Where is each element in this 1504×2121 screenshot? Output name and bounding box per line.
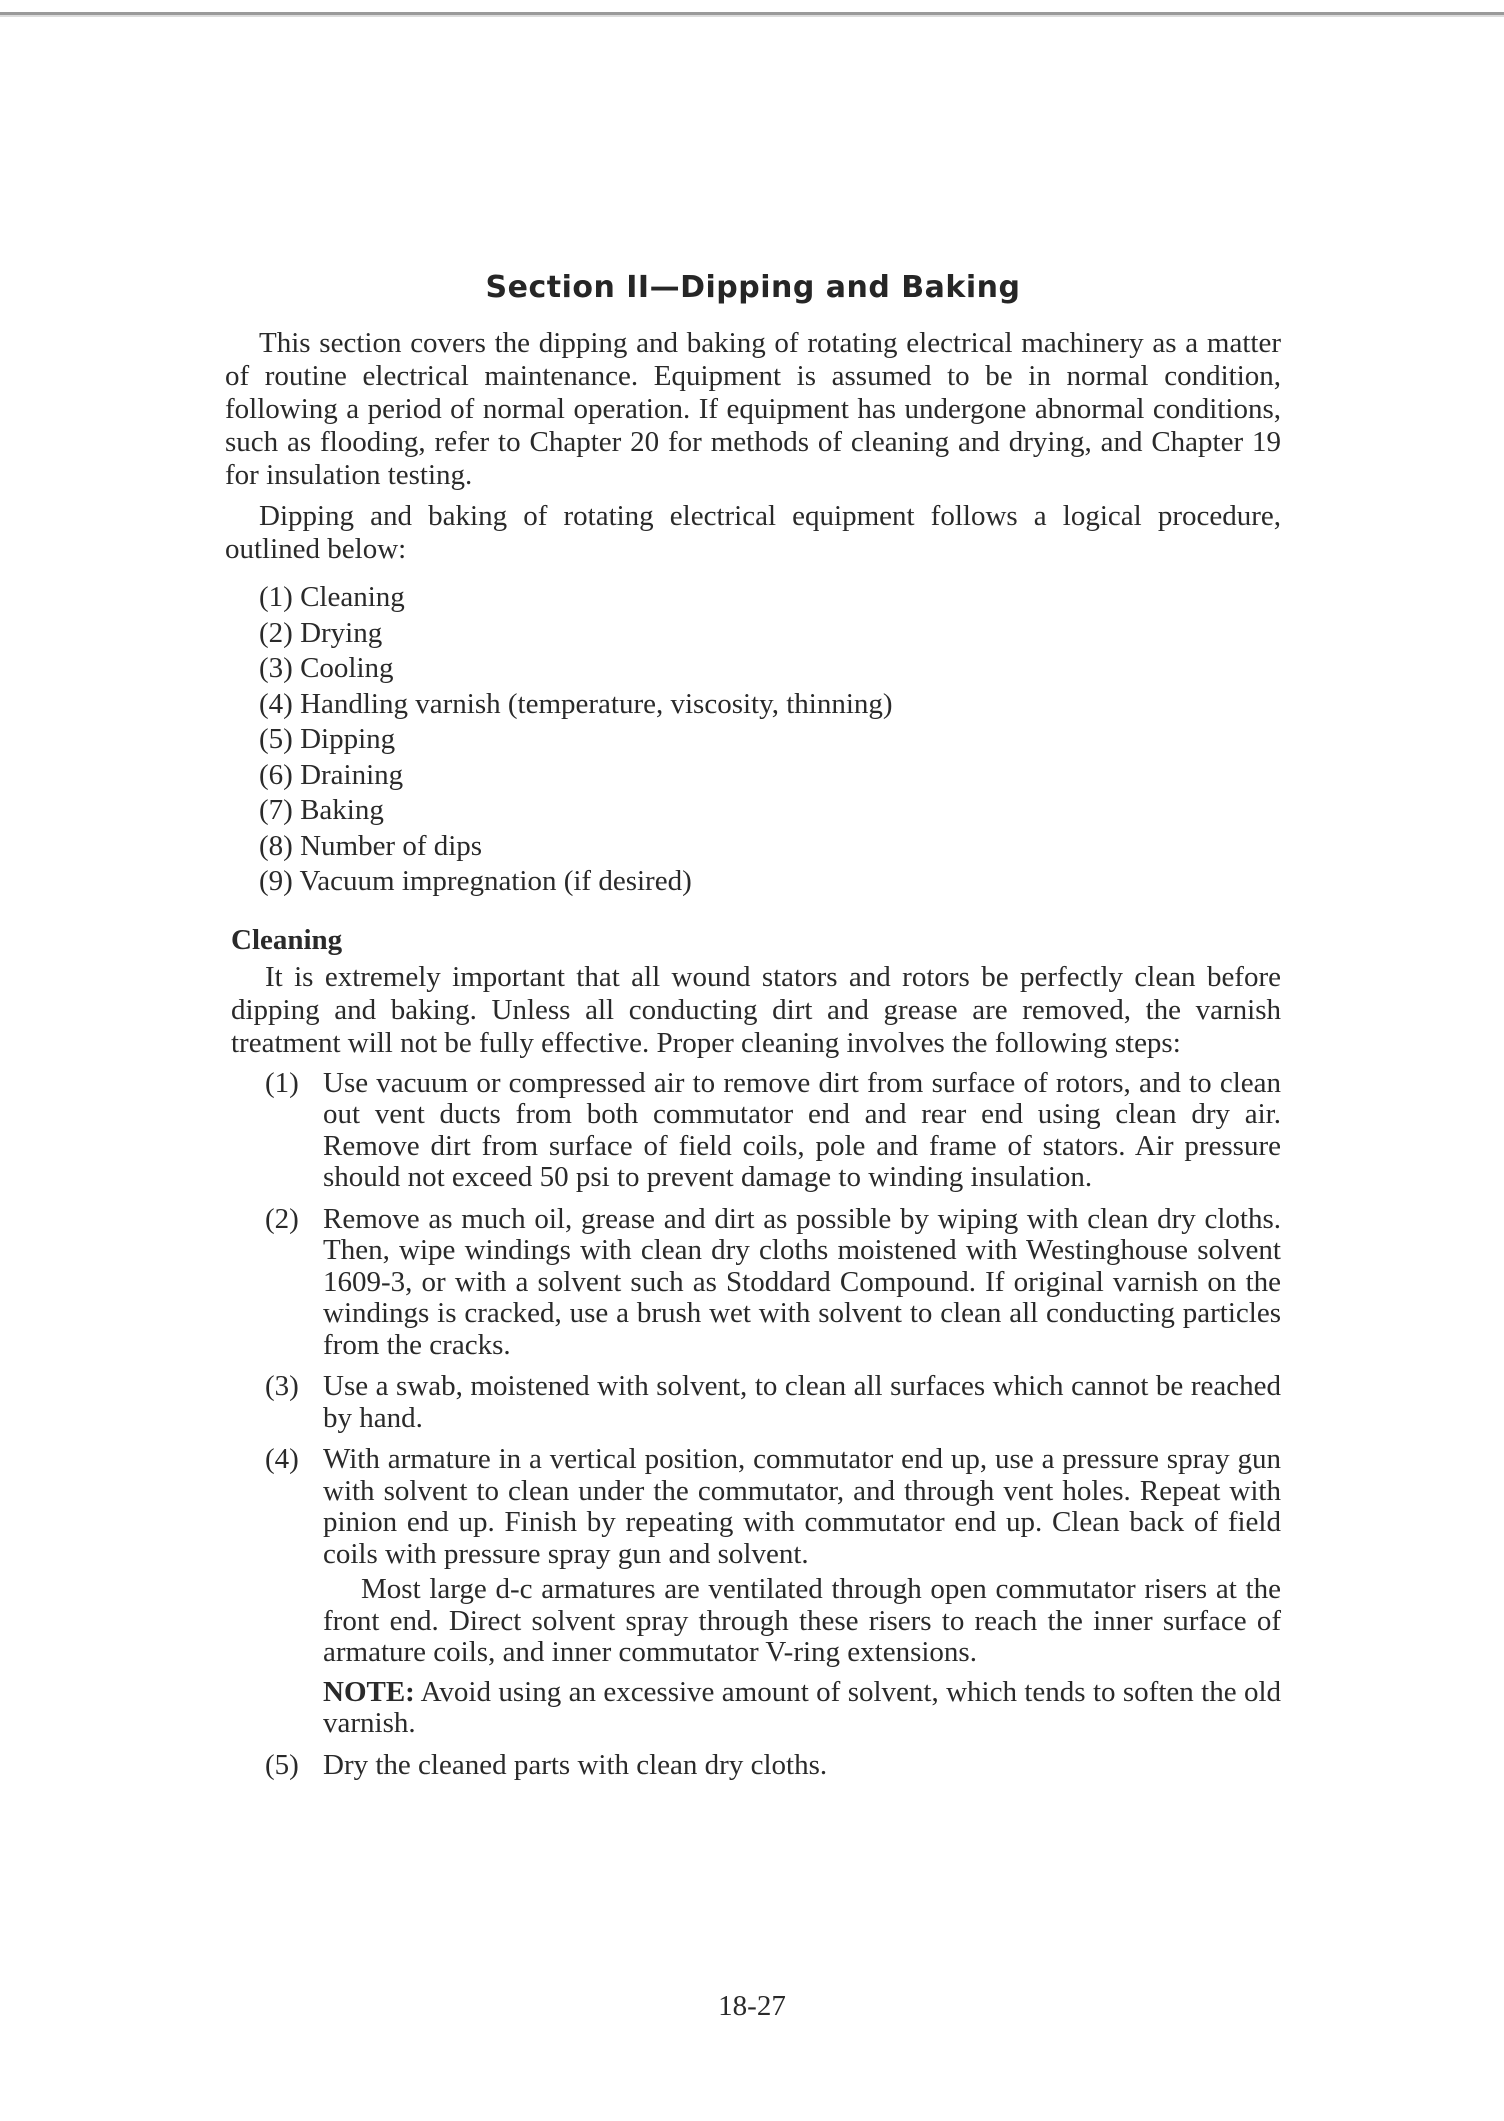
cleaning-step-number: (3)	[265, 1370, 299, 1402]
cleaning-step	[265, 1444, 1281, 1740]
cleaning-step-number: (4)	[265, 1443, 299, 1475]
note-text: Avoid using an excessive amount of solvent, which tends to soften the old varnish.	[323, 1675, 1281, 1739]
cleaning-step-number: (2)	[265, 1202, 299, 1235]
cleaning-heading: Cleaning	[231, 923, 343, 956]
cleaning-step-text: Use a swab, moistened with solvent, to clean all surfaces which cannot be reached by hand.	[323, 1370, 1281, 1434]
page-body	[225, 270, 1281, 1791]
procedure-step-list	[259, 580, 1281, 900]
procedure-step: (1) Cleaning	[259, 581, 405, 613]
cleaning-step-text: Use vacuum or compressed air to remove dirt from surface of rotors, and to clean out vent ducts from both commutator end and rear end using clean dry air. Remove dirt from surface of field coils, pole and frame of stators. Air pressure should not exceed 50 psi to prevent damage to winding insulation.	[323, 1066, 1281, 1193]
cleaning-step	[265, 1750, 1281, 1782]
procedure-step: (2) Drying	[259, 616, 383, 649]
cleaning-intro-paragraph: It is extremely important that all wound stators and rotors be perfectly clean before dipping and baking. Unless all conducting dirt and grease are removed, the varnish treatment will not be fully effective. Proper cleaning involves the following steps:	[231, 960, 1281, 1059]
procedure-step: (7) Baking	[259, 794, 384, 826]
procedure-step: (3) Cooling	[259, 652, 394, 684]
cleaning-step-text: Dry the cleaned parts with clean dry cloths.	[323, 1748, 828, 1781]
cleaning-note	[323, 1677, 1281, 1740]
cleaning-step-number: (1)	[265, 1066, 299, 1099]
procedure-step: (6) Draining	[259, 758, 404, 791]
cleaning-step-text: With armature in a vertical position, commutator end up, use a pressure spray gun with solvent to clean under the commutator, and through vent holes. Repeat with pinion end up. Finish by repeating with commutator end up. Clean back of field coils with pressure spray gun and solvent.	[323, 1443, 1281, 1570]
cleaning-step-text: Remove as much oil, grease and dirt as possible by wiping with clean dry cloths. Then, wipe windings with clean dry cloths moistened with Westinghouse solvent 1609-3, or with a solvent such as Stoddard Compound. If original varnish on the windings is cracked, use a brush wet with solvent to clean all conducting particles from the cracks.	[323, 1202, 1281, 1361]
page-number: 18-27	[718, 1990, 786, 2022]
intro-paragraph-2: Dipping and baking of rotating electrical equipment follows a logical procedure, outlined below:	[225, 500, 1281, 565]
cleaning-step	[265, 1068, 1281, 1194]
section-title: Section II—Dipping and Baking	[485, 270, 1021, 305]
scan-top-edge-shadow	[0, 15, 1504, 17]
procedure-step: (4) Handling varnish (temperature, viscosity, thinning)	[259, 687, 893, 720]
cleaning-step	[265, 1371, 1281, 1434]
cleaning-step-list	[265, 1068, 1281, 1782]
intro-paragraph-1: This section covers the dipping and baking of rotating electrical machinery as a matter of routine electrical maintenance. Equipment is assumed to be in normal condition, following a period of normal operation. If equipment has undergone abnormal conditions, such as flooding, refer to Chapter 20 for methods of cleaning and drying, and Chapter 19 for insulation testing.	[225, 327, 1281, 491]
cleaning-step-number: (5)	[265, 1748, 299, 1781]
cleaning-step	[265, 1204, 1281, 1362]
procedure-step: (9) Vacuum impregnation (if desired)	[259, 865, 692, 897]
procedure-step: (5) Dipping	[259, 723, 396, 755]
note-label: NOTE:	[323, 1675, 415, 1708]
cleaning-step-subparagraph: Most large d-c armatures are ventilated through open commutator risers at the front end. Direct solvent spray through these risers to reach the inner surface of armature coils, and inner commutator V-ring extensions.	[323, 1573, 1281, 1668]
procedure-step: (8) Number of dips	[259, 829, 483, 862]
